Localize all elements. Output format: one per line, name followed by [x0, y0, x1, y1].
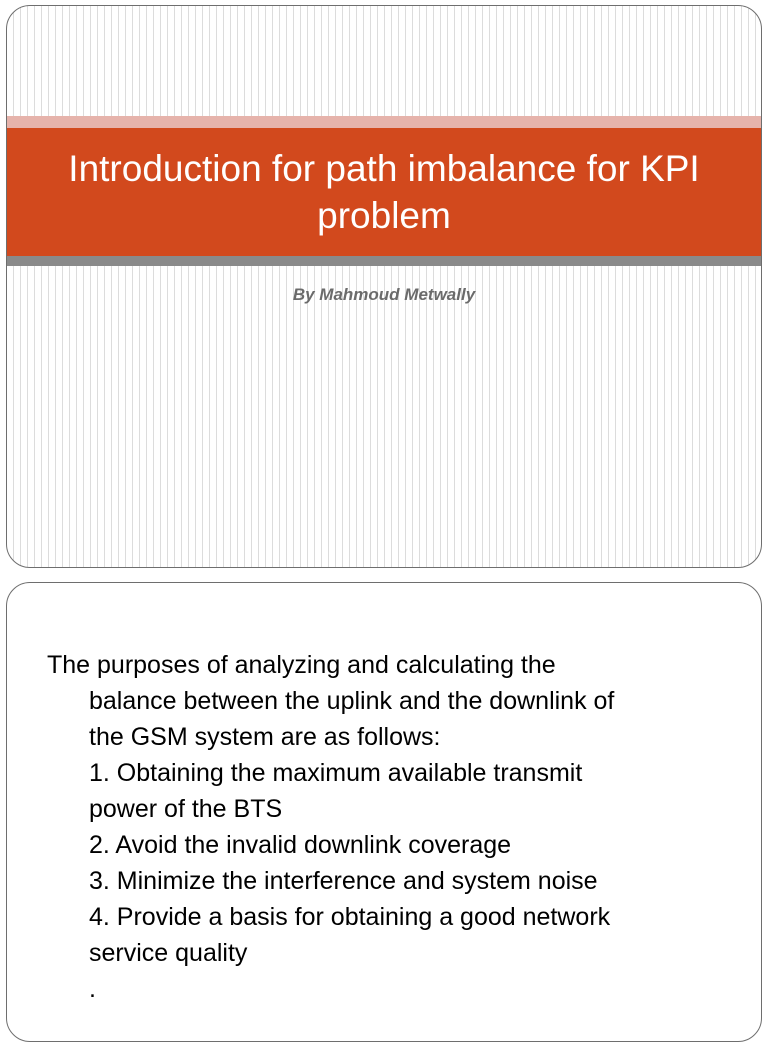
list-item-1-line-2: power of the BTS: [89, 795, 283, 823]
trailing-dot: .: [89, 975, 96, 1003]
list-item-4-line-1: 4. Provide a basis for obtaining a good network: [89, 903, 611, 931]
list-item-1-line-1: 1. Obtaining the maximum available transmit: [89, 759, 583, 787]
list-item-4-line-2: service quality: [89, 939, 248, 967]
title-bar: [7, 128, 761, 256]
intro-line-3: the GSM system are as follows:: [89, 723, 441, 751]
list-item-3: 3. Minimize the interference and system noise: [89, 867, 598, 895]
title-underline-band: [7, 256, 761, 266]
list-item-2: 2. Avoid the invalid downlink coverage: [89, 831, 512, 859]
author-byline: By Mahmoud Metwally: [292, 285, 476, 304]
content-slide: [6, 582, 762, 1042]
intro-line-2: balance between the uplink and the downlink of: [89, 687, 615, 715]
slide-body: [47, 647, 747, 1007]
slide-title: Introduction for path imbalance for KPI problem: [68, 148, 700, 236]
title-slide: [6, 5, 762, 568]
intro-line-1: The purposes of analyzing and calculating the: [47, 651, 556, 679]
title-accent-band: [7, 116, 761, 128]
